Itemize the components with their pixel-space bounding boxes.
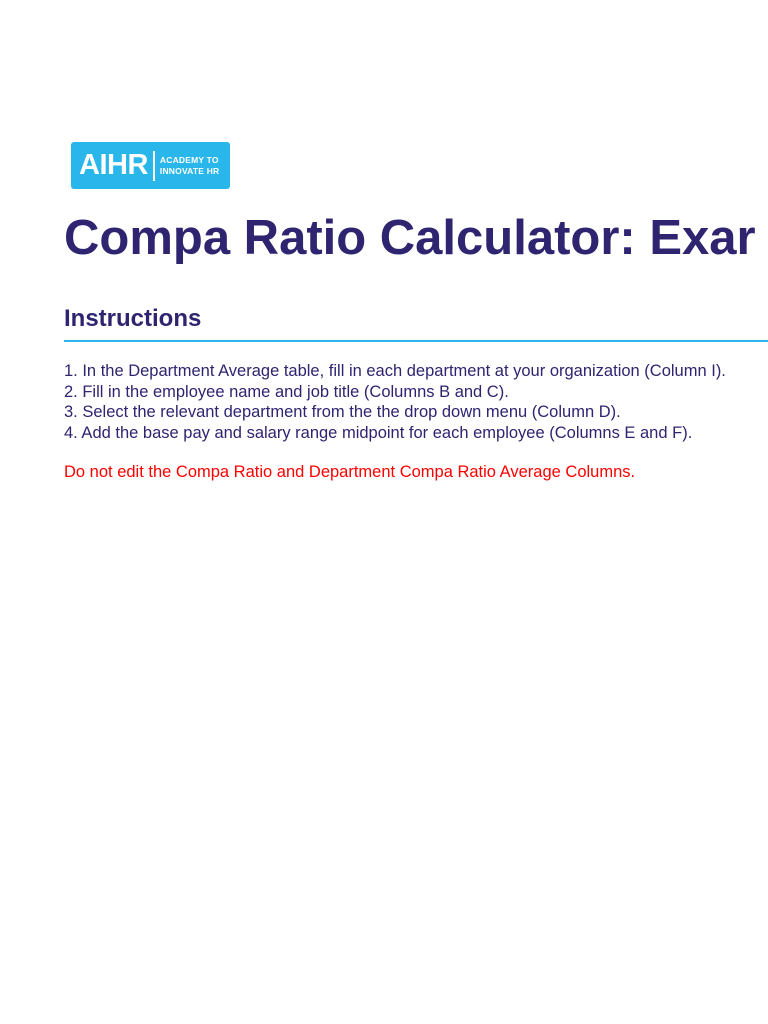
instruction-steps [64, 361, 726, 443]
logo-tagline-line1: ACADEMY TO [159, 154, 219, 165]
instructions-heading: Instructions [64, 305, 202, 332]
logo-tagline [160, 155, 220, 177]
logo-tagline-line2: INNOVATE HR [159, 165, 220, 176]
instruction-step: 3. Select the relevant department from the the drop down menu (Column D). [64, 403, 621, 421]
aihr-logo [71, 142, 230, 189]
logo-divider [153, 151, 155, 181]
instruction-step: 4. Add the base pay and salary range midpoint for each employee (Columns E and F). [64, 423, 693, 442]
warning-note: Do not edit the Compa Ratio and Department Compa Ratio Average Columns. [64, 463, 636, 481]
logo-mark: AIHR [79, 149, 148, 181]
section-divider [64, 340, 768, 342]
instruction-step: 1. In the Department Average table, fill in each department at your organization (Column I). [64, 362, 726, 380]
instruction-step: 2. Fill in the employee name and job title (Columns B and C). [64, 382, 509, 401]
page-title: Compa Ratio Calculator: Exar [64, 211, 756, 265]
